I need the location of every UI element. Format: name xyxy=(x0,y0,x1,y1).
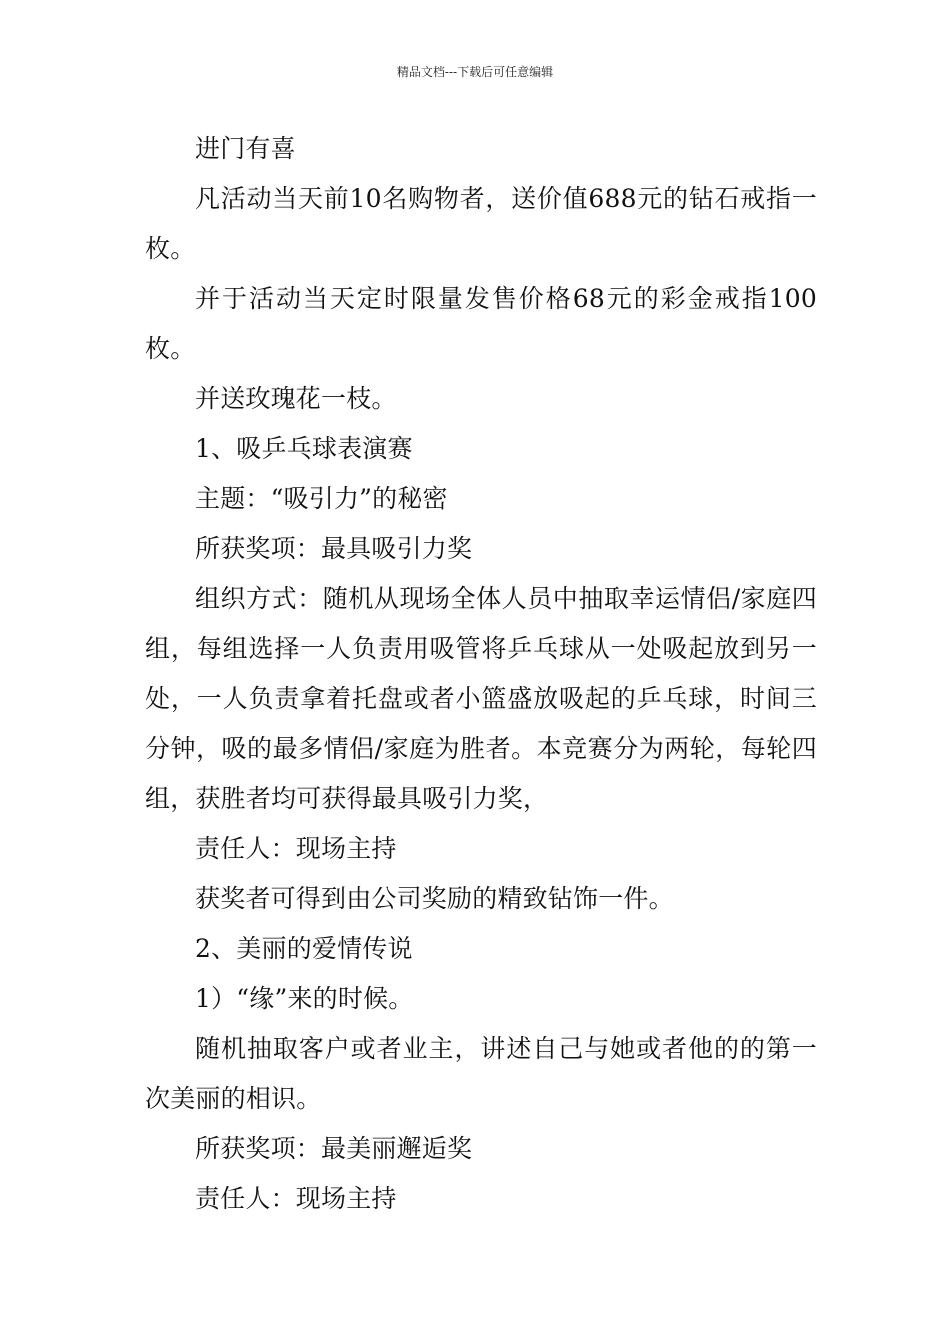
paragraph-winner-prize: 获奖者可得到由公司奖励的精致钻饰一件。 xyxy=(195,884,674,913)
paragraph-rose-gift: 并送玫瑰花一枝。 xyxy=(195,384,397,413)
paragraph-story-description: 随机抽取客户或者业主，讲述自己与她或者他的的第一次美丽的相识。 xyxy=(145,1034,817,1113)
paragraph-award: 所获奖项：最具吸引力奖 xyxy=(195,534,473,563)
section-heading-ping-pong: 1、吸乒乓球表演赛 xyxy=(195,434,413,463)
paragraph-responsible-2: 责任人：现场主持 xyxy=(195,1184,397,1213)
section-heading-love-story: 2、美丽的爱情传说 xyxy=(195,934,413,963)
paragraph-entrance-gift: 进门有喜 xyxy=(195,134,296,163)
paragraph-organization: 组织方式：随机从现场全体人员中抽取幸运情侣/家庭四组，每组选择一人负责用吸管将乒乓球从一处吸起放到另一处，一人负责拿着托盘或者小篮盛放吸起的乒乓球，时间三分钟，吸的最多情侣/家庭为胜者。本竞赛分为两轮，每轮四组，获胜者均可获得最具吸引力奖， xyxy=(145,584,817,813)
paragraph-limited-sale: 并于活动当天定时限量发售价格68元的彩金戒指100枚。 xyxy=(145,284,817,363)
paragraph-first-ten-shoppers: 凡活动当天前10名购物者，送价值688元的钻石戒指一枚。 xyxy=(145,184,817,263)
paragraph-theme: 主题：“吸引力”的秘密 xyxy=(195,484,448,513)
subheading-fate: 1）“缘”来的时候。 xyxy=(195,984,414,1013)
page-header: 精品文档---下载后可任意编辑 xyxy=(396,65,554,79)
paragraph-award-encounter: 所获奖项：最美丽邂逅奖 xyxy=(195,1134,473,1163)
document-body xyxy=(145,124,817,1224)
paragraph-responsible: 责任人：现场主持 xyxy=(195,834,397,863)
